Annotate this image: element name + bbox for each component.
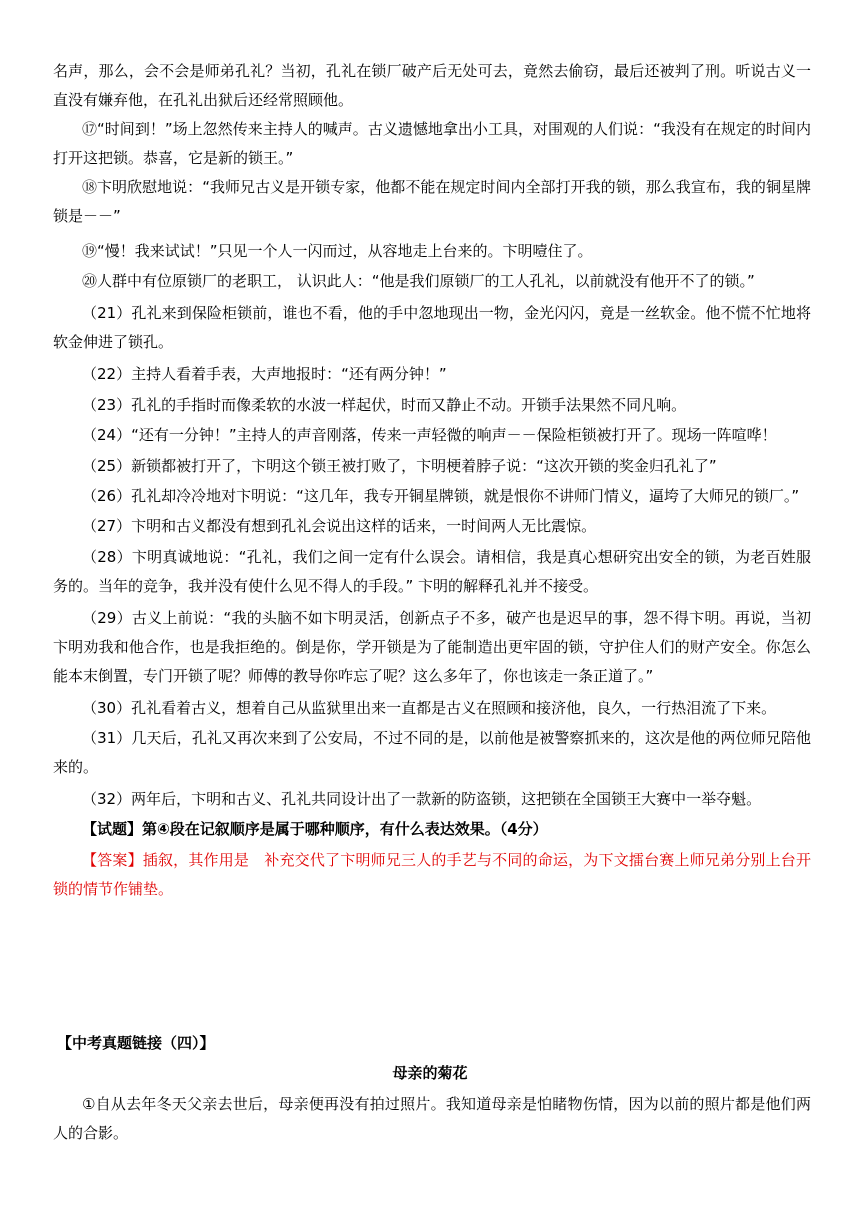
answer-text: 【答案】插叙，其作用是 补充交代了卞明师兄三人的手艺与不同的命运，为下文擂台赛上师兄弟分别上台开锁的情节作铺垫。 [53, 851, 811, 898]
paragraph-25: （25）新锁都被打开了，卞明这个锁王被打败了，卞明梗着脖子说：“这次开锁的奖金归孔礼了” [82, 457, 717, 475]
article-title: 母亲的菊花 [392, 1064, 468, 1082]
paragraph-16-end: 名声，那么，会不会是师弟孔礼？当初，孔礼在锁厂破产后无处可去，竟然去偷窃，最后还被判了刑。听说古义一直没有嫌弃他，在孔礼出狱后还经常照顾他。 [53, 62, 811, 109]
paragraph-24: （24）“还有一分钟！”主持人的声音刚落，传来一声轻微的响声－－保险柜锁被打开了。现场一阵喧哗！ [82, 426, 777, 444]
paragraph-17: ⑰“时间到！”场上忽然传来主持人的喊声。古义遗憾地拿出小工具，对围观的人们说：“我没有在规定的时间内打开这把锁。恭喜，它是新的锁王。” [53, 120, 811, 167]
paragraph-19: ⑲“慢！我来试试！”只见一个人一闪而过，从容地走上台来的。卞明噎住了。 [82, 242, 593, 260]
paragraph-21: （21）孔礼来到保险柜锁前，谁也不看，他的手中忽地现出一物，金光闪闪，竟是一丝软金。他不慌不忙地将软金伸进了锁孔。 [53, 304, 811, 351]
question-text: 【试题】第④段在记叙顺序是属于哪种顺序，有什么表达效果。（4分） [82, 820, 548, 838]
paragraph-29: （29）古义上前说：“我的头脑不如卞明灵活，创新点子不多，破产也是迟早的事，怨不得卞明。再说，当初卞明劝我和他合作，也是我拒绝的。倒是你，学开锁是为了能制造出更牢固的锁，守护住人们的财产安全。你怎么能本末倒置，专门开锁了呢？师傅的教导你咋忘了呢？这么多年了，你也该走一条正道了。” [53, 609, 811, 685]
paragraph-27: （27）卞明和古义都没有想到孔礼会说出这样的话来，一时间两人无比震惊。 [82, 517, 597, 535]
paragraph-32: （32）两年后，卞明和古义、孔礼共同设计出了一款新的防盗锁，这把锁在全国锁王大赛中一举夺魁。 [82, 790, 762, 808]
paragraph-18: ⑱卞明欣慰地说：“我师兄古义是开锁专家，他都不能在规定时间内全部打开我的锁，那么我宣布，我的铜星牌锁是－－” [53, 178, 811, 225]
paragraph-23: （23）孔礼的手指时而像柔软的水波一样起伏，时而又静止不动。开锁手法果然不同凡响。 [82, 396, 687, 414]
paragraph-28: （28）卞明真诚地说：“孔礼，我们之间一定有什么误会。请相信，我是真心想研究出安全的锁，为老百姓服务的。当年的竞争，我并没有使什么见不得人的手段。” 卞明的解释孔礼并不接受。 [53, 548, 811, 595]
article-paragraph-1: ①自从去年冬天父亲去世后，母亲便再没有拍过照片。我知道母亲是怕睹物伤情，因为以前的照片都是他们两人的合影。 [53, 1095, 811, 1142]
paragraph-26: （26）孔礼却冷冷地对卞明说：“这几年，我专开铜星牌锁，就是恨你不讲师门情义，逼垮了大师兄的锁厂。” [82, 487, 800, 505]
paragraph-31: （31）几天后，孔礼又再次来到了公安局，不过不同的是，以前他是被警察抓来的，这次是他的两位师兄陪他来的。 [53, 729, 811, 776]
paragraph-20: ⑳人群中有位原锁厂的老职工， 认识此人：“他是我们原锁厂的工人孔礼，以前就没有他开不了的锁。” [82, 272, 755, 290]
paragraph-22: （22）主持人看着手表，大声地报时：“还有两分钟！” [82, 365, 447, 383]
paragraph-30: （30）孔礼看着古义，想着自己从监狱里出来一直都是古义在照顾和接济他，良久，一行热泪流了下来。 [82, 699, 777, 717]
section-heading: 【中考真题链接（四）】 [57, 1034, 215, 1052]
